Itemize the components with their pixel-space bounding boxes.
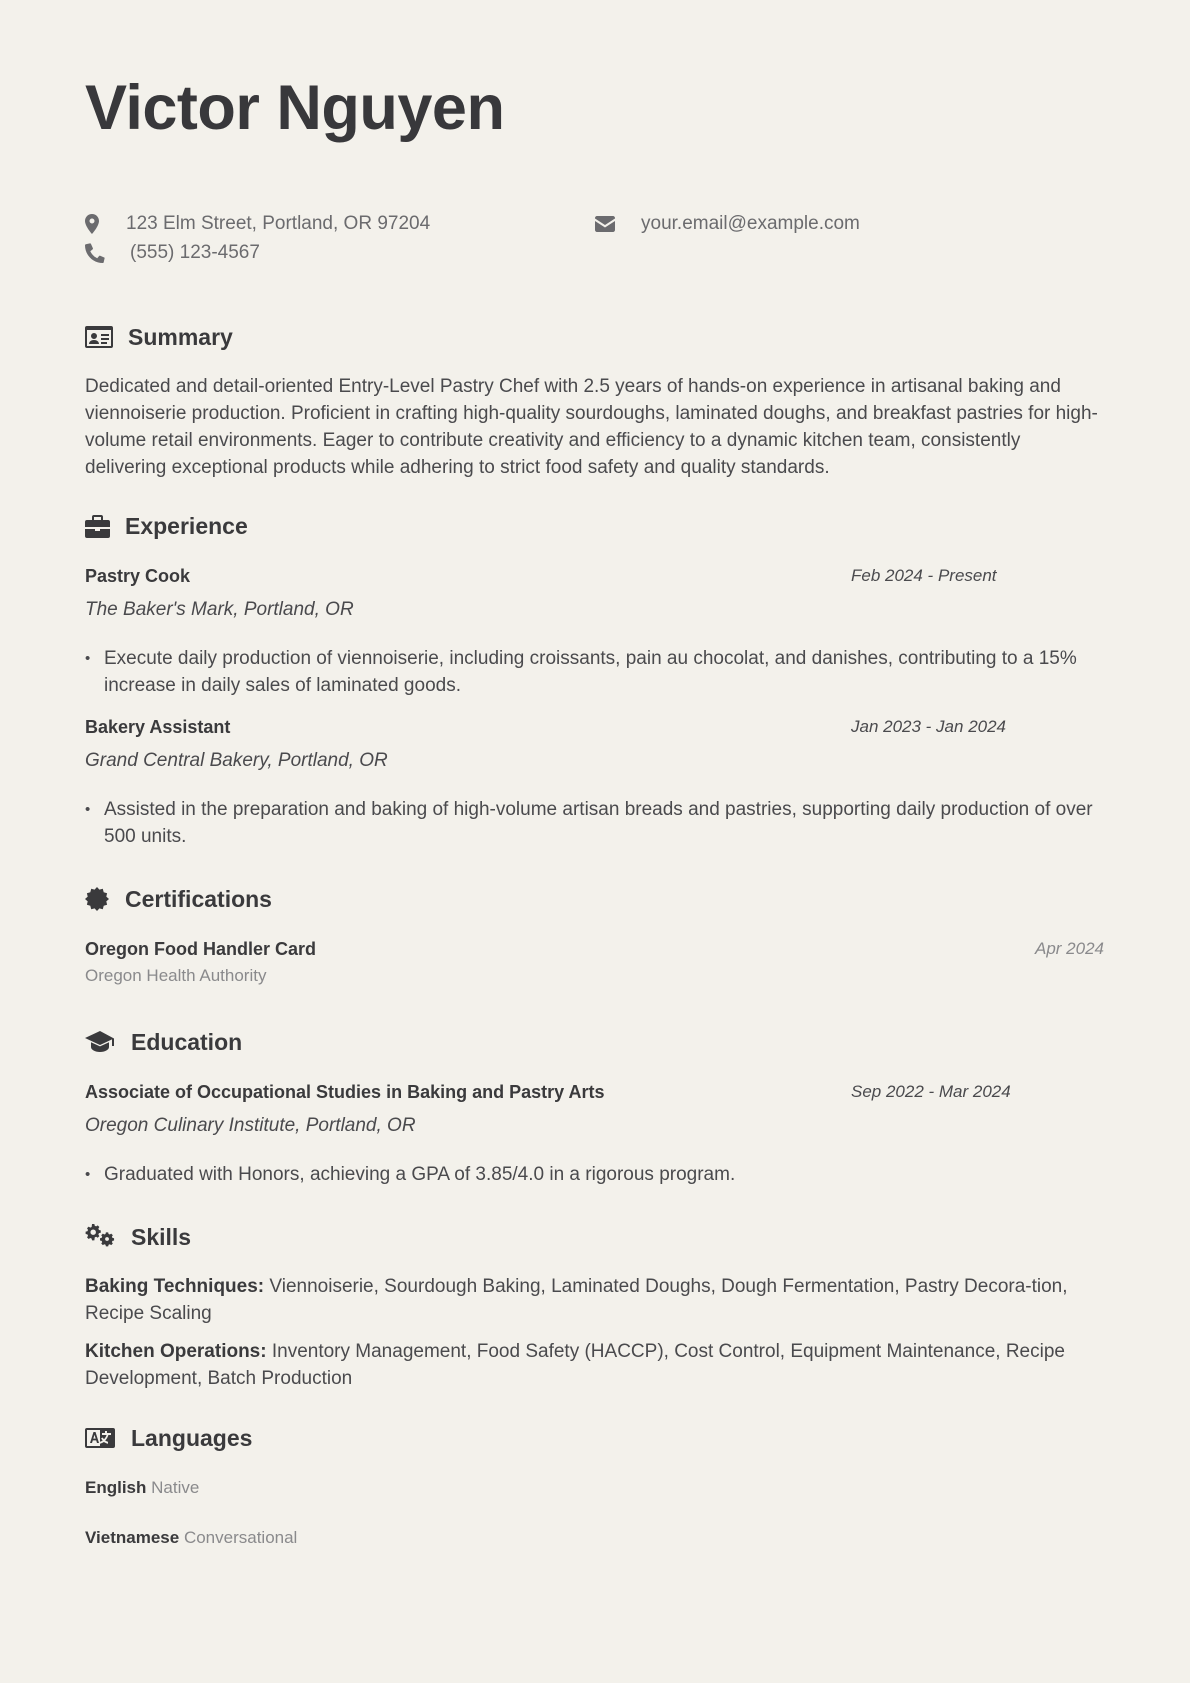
language-entry [85,1476,199,1500]
email-link[interactable]: your.email@example.com [641,213,860,234]
job-company: The Baker's Mark, Portland, OR [85,599,354,620]
contact-phone [85,240,260,266]
graduation-cap-icon [85,1029,131,1055]
language-name: English [85,1478,147,1497]
briefcase-icon [85,513,125,539]
school-name: Oregon Culinary Institute, Portland, OR [85,1115,416,1136]
summary-text: Dedicated and detail-oriented Entry-Level Pastry Chef with 2.5 years of hands-on experience in artisanal baking and viennoiserie production. Proficient in crafting high-quality sourdoughs, laminated doughs, and breakfast pastries for high-volume retail environments. Eager to contribute creativity and efficiency to a dynamic kitchen team, consistently delivering exceptional products while adhering to strict food safety and quality standards. [85,376,1098,478]
id-card-icon [85,324,128,350]
certifications-title: Certifications [125,886,272,912]
degree-title: Associate of Occupational Studies in Baking and Pastry Arts [85,1082,605,1102]
experience-heading [85,511,248,541]
summary-title: Summary [128,324,233,350]
skill-group-label: Kitchen Operations: [85,1341,267,1362]
certificate-icon [85,886,125,912]
education-date: Sep 2022 - Mar 2024 [851,1082,1011,1101]
skill-group-items: Viennoiserie, Sourdough Baking, Laminated Doughs, Dough Fermentation, Pastry Decora-tion, Recipe Scaling [85,1276,1068,1324]
skill-group-items: Inventory Management, Food Safety (HACCP), Cost Control, Equipment Maintenance, Recipe Development, Batch Production [85,1341,1065,1389]
envelope-icon [595,213,617,235]
phone-icon [85,242,107,264]
job-bullet: • Assisted in the preparation and baking of high-volume artisan breads and pastries, supporting daily production of over 500 units. [85,796,1105,850]
resume-page [85,0,1105,1683]
certification-issuer: Oregon Health Authority [85,966,267,985]
candidate-name: Victor Nguyen [85,73,505,143]
job-date: Feb 2024 - Present [851,566,997,585]
certification-name: Oregon Food Handler Card [85,939,317,959]
language-icon [85,1425,131,1451]
map-marker-icon [85,213,103,235]
education-bullet: • Graduated with Honors, achieving a GPA of 3.85/4.0 in a rigorous program. [85,1161,1105,1188]
job-company: Grand Central Bakery, Portland, OR [85,750,388,771]
summary-heading [85,322,233,352]
languages-title: Languages [131,1425,253,1451]
address-text: 123 Elm Street, Portland, OR 97204 [126,213,431,234]
language-entry [85,1526,297,1550]
language-level: Native [151,1478,200,1497]
skill-group [85,1338,1105,1392]
languages-heading [85,1423,252,1453]
contact-email[interactable] [595,211,860,237]
skills-heading [85,1222,191,1252]
contact-address [85,211,430,237]
language-name: Vietnamese [85,1528,180,1547]
language-level: Conversational [183,1528,298,1547]
experience-title: Experience [125,513,248,539]
skill-group-label: Baking Techniques: [85,1276,265,1297]
job-bullet: • Execute daily production of viennoiserie, including croissants, pain au chocolat, and danishes, contributing to a 15% increase in daily sales of laminated goods. [85,645,1105,699]
phone-text: (555) 123-4567 [130,242,260,263]
job-title: Pastry Cook [85,566,191,586]
skills-title: Skills [131,1224,192,1250]
skill-group [85,1273,1105,1327]
job-title: Bakery Assistant [85,717,231,737]
education-title: Education [131,1029,243,1055]
certifications-heading [85,884,272,914]
cogs-icon [85,1224,131,1250]
education-heading [85,1027,242,1057]
certification-date: Apr 2024 [1035,939,1104,958]
job-date: Jan 2023 - Jan 2024 [851,717,1007,736]
